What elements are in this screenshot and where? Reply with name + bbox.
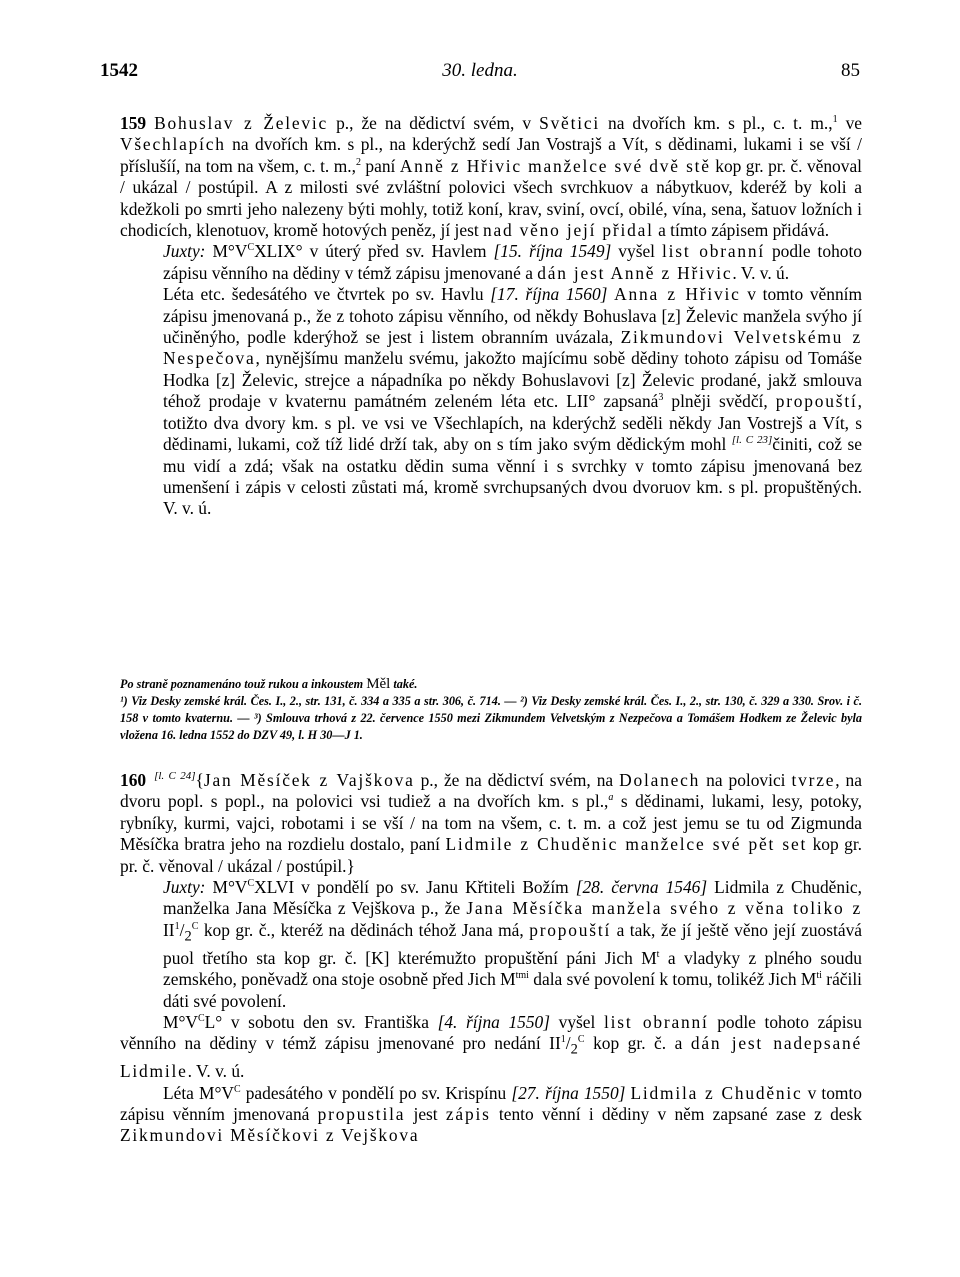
text-run: Léta etc. šedesátého ve čtvrtek po sv. Havlu (163, 284, 491, 305)
text-run: v tomto zápisu věnním jmenovaná (120, 1082, 862, 1125)
text-run: L° v sobotu den sv. Františka (204, 1011, 438, 1032)
text-run: dán jest nadepsané Lidmile (120, 1033, 863, 1082)
text-run: propustila (317, 1104, 406, 1125)
text-run: Juxty: (163, 877, 206, 898)
entry-159-paragraph-3 (120, 284, 862, 519)
text-run: Lidmila z Chuděnic (630, 1082, 803, 1103)
text-run: s dědinami, lukami, lesy, potoky, rybníky, kurmi, vajci, robotami i se vší / na tom na všem, c. t. m. a což jest jemu se tu od Zigmunda Měsíčka bratra jeho na rozdielu dostalo, paní (120, 791, 862, 855)
entry-160 (120, 770, 862, 1147)
text-run: Bohuslav z Želevic (154, 113, 329, 133)
text-run: , nynějšímu manželu svému, jakožto majícímu sobě dědiny tohoto zápisu od Tomáše Hodka [z] Želevic, strejce a nápadníka po někdy Bohuslavovi [z] Želevic prodané, jakž smlouva téhož prodaje v kvaternu památném zeleném léta etc. LII° zapsaná (163, 348, 862, 412)
text-run: , na dvoru popl. s popl., na polovici vsi tudiež a na dvořích km. s pl., (120, 770, 862, 812)
text-run: nad věno její přidal (483, 220, 654, 241)
text-run: Všechlapích (120, 134, 226, 155)
entry-159 (120, 113, 862, 520)
text-run: na dvořích km. s pl., c. t. m., (600, 113, 833, 133)
date-heading: 30. ledna. (442, 60, 518, 81)
subscript: 2 (570, 1041, 578, 1058)
text-run: dán jest Anně z Hřivic (537, 262, 733, 283)
text-run: p., že na dědictví svém, v (328, 113, 540, 133)
text-run: XLIX° v úterý před sv. Havlem (254, 241, 494, 262)
text-run: dala své povolení k tomu, tolikéž Jich M (528, 969, 817, 990)
text-run: podle tohoto zápisu věnního na dědiny v témž zápisu jmenované pro nedání II (120, 1011, 862, 1054)
text-run: Lidmile z Chuděnic manželce své pět set (445, 834, 808, 855)
text-run: a vladyky z plného soudu zemského, poněvadž ona stoje osobně před Jich M (163, 947, 862, 990)
text-run: také. (390, 677, 418, 691)
text-run: Světici (539, 113, 600, 133)
text-run: a tímto zápisem přidává. (653, 220, 830, 241)
marginal-note (120, 676, 862, 693)
entry-160-paragraph-1 (120, 770, 862, 877)
text-run: na dvořích km. s pl., na kderýchž sedí Jan Vostrajš a Vít, s dědinami, lukami i se vší / příslušíí, na tom na všem, c. t. m., (120, 134, 862, 176)
entry-159-paragraph-1 (120, 113, 862, 241)
footnote-ref: 2 (355, 157, 361, 169)
text-run: ráčili dáti své povolení. (163, 969, 862, 1011)
date-annotation: [4. října 1550] (437, 1011, 551, 1032)
superscript: C (233, 1083, 241, 1095)
text-run: Po straně poznamenáno touž rukou a inkoustem (120, 677, 367, 691)
text-run: kop gr. pr. č. věnoval / ukázal / postúpil. (120, 834, 863, 876)
superscript: ti (816, 970, 822, 982)
date-annotation: [27. října 1550] (511, 1082, 626, 1103)
text-run: vyšel (611, 241, 662, 262)
footnote-ref: 3 (658, 392, 664, 404)
text-run: činiti, což se mu vidí a zdá; však na ostatku dědin suma věnní i s svrchky v tomto zápisu jmenovaná bez umenšení i zápis v celosti zůstati má, kromě svrchupsaných dvou dvoruov km. s pl. propuštěných. V. v. ú. (163, 434, 862, 519)
text-run: Dolanech (619, 770, 701, 790)
date-annotation: [15. října 1549] (493, 241, 612, 262)
text-run: Jan Měsíček z Vajškova (203, 770, 415, 790)
text-run: Zikmundovi Velvetskému z Nespečova (163, 327, 862, 369)
running-head (100, 60, 860, 90)
text-run: } (346, 855, 355, 876)
text-run: kop gr. č., kteréž na dědinách téhož Jana má, (198, 919, 530, 940)
text-run: Léta M°V (163, 1082, 234, 1103)
text-run: Jana Měsíčka manžela svého z věna toliko z (466, 898, 862, 919)
entry-160-paragraph-2 (120, 877, 862, 1012)
subscript: 2 (184, 928, 192, 945)
footnote-list: ¹) Viz Desky zemské král. Čes. I., 2., str. 131, č. 334 a 335 a str. 306, č. 714. — ²) Viz Desky zemské král. Čes. I., 2., str. 130, č. 329 a 330. Srov. i č. 158 v tomto kvaternu. — ³) Smlouva trhová z 22. července 1550 mezi Zikmundem Velvetským z Nezpečova a Tomášem Hodkem ze Želevic byla vložena 16. ledna 1552 do DZV 49, l. H 30—J 1. (120, 694, 862, 742)
superscript: 1 (560, 1034, 566, 1046)
entry-number: 159 (120, 113, 147, 133)
text-run: . V. v. ú. (732, 262, 790, 283)
text-run: Anně z Hřivic manželce své dvě stě (399, 155, 711, 176)
superscript: 1 (174, 921, 180, 933)
superscript: C (197, 1013, 205, 1025)
footnote-ref: 1 (832, 114, 838, 126)
text-run: Měl (366, 676, 391, 692)
text-run: vyšel (550, 1011, 604, 1032)
text-run: a tak, že jí ještě věno její zuostává puol třetího sta kop gr. č. [K] kterémužto propuštění páni Jich M (163, 919, 862, 968)
entry-160-paragraph-4 (120, 1083, 862, 1147)
text-run: . V. v. ú. (187, 1061, 245, 1082)
footnote-ref: a (608, 792, 614, 804)
entry-160-paragraph-3 (120, 1012, 862, 1083)
page-number-left: 1542 (100, 60, 138, 81)
text-run: Zikmundovi Měsíčkovi z Vejškova (120, 1125, 420, 1146)
text-run: padesátého v pondělí po sv. Krispínu (240, 1082, 512, 1103)
text-run: XLVI v pondělí po sv. Janu Křtiteli Božím (254, 877, 576, 898)
text-run: paní (360, 155, 400, 176)
folio-marker: [l. C 23] (731, 434, 773, 447)
text-run: propouští (529, 919, 612, 940)
text-run: { (195, 770, 204, 790)
text-run: jest (405, 1104, 446, 1125)
text-run: M°V (205, 241, 248, 262)
text-run: propouští (775, 391, 858, 412)
text-run: II (163, 919, 175, 940)
date-annotation: [28. června 1546] (575, 877, 708, 898)
text-run: zápis (445, 1104, 491, 1125)
entry-159-paragraph-2 (120, 241, 862, 284)
text-run: Lidmila z Chuděnic, manželka Jana Měsíčka z Vejškova p., že (163, 877, 862, 919)
text-run: M°V (163, 1011, 198, 1032)
page-number-right: 85 (841, 60, 860, 81)
date-annotation: [17. října 1560] (490, 284, 608, 305)
text-run: tento věnní i dědiny v něm zapsané zase z desk (490, 1104, 862, 1125)
text-run: podle tohoto zápisu věnního na dědiny v témž zápisu jmenované a (163, 241, 862, 283)
text-run: na polovici (700, 770, 792, 790)
text-run: / (179, 919, 185, 940)
text-run: M°V (205, 877, 248, 898)
text-run: Juxty: (163, 241, 206, 262)
text-run: v tomto věnním zápisu jmenovaná p., že z tohoto zápisu věnního, od někdy Bohuslava [z] Želevic manžela svýho jí učiněnýho, podle kderýhož se jest i listem obranním uvázala, (163, 284, 863, 348)
text-run: kop gr. pr. č. věnoval / ukázal / postúpil. A z milosti své zvláštní polovici všech svrchkuov a nábytkuov, kderéž by koli a kdežkoli po smrti jeho nalezeny býti mohly, totiž koní, krav, sviní, ovcí, obilé, vína, sena, šatuov ložních i chodicích, klenotuov, kromě hotových peněz, jí jest (120, 155, 863, 241)
superscript: C (247, 242, 255, 254)
text-run: plněji svědčí, (663, 391, 776, 412)
text-run: / (565, 1033, 571, 1054)
folio-marker: [l. C 24] (154, 770, 196, 783)
text-run: , totižto dva dvory km. s pl. ve vsi ve Všechlapích, na kderýchž seděli někdy Jan Vostrejš a Vít, s dědinami, lukami, což tíž lidé drží tak, aby on s tím jako svým dědickým mohl (163, 391, 862, 455)
text-run: tvrze (791, 770, 836, 790)
entry-number: 160 (120, 770, 147, 790)
superscript: tmi (515, 970, 529, 982)
superscript: C (577, 1034, 585, 1046)
superscript: C (191, 921, 199, 933)
text-run: list obranní (662, 241, 765, 262)
text-run: p., že na dědictví svém, na (414, 770, 620, 790)
text-run: ve (837, 113, 862, 133)
superscript: t (656, 948, 660, 960)
superscript: C (247, 878, 255, 890)
footnotes-159 (120, 676, 862, 744)
text-run: Anna z Hřivic (614, 284, 741, 305)
text-run: kop gr. č. a (584, 1033, 691, 1054)
text-run: list obranní (603, 1011, 709, 1032)
